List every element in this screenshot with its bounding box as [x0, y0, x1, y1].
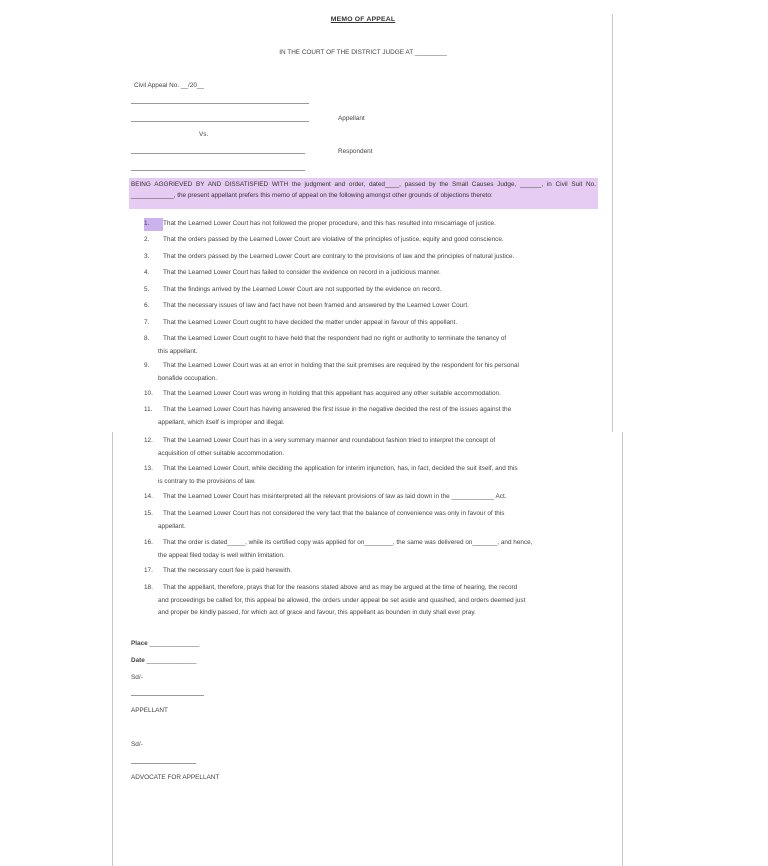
ground-text — [144, 218, 605, 231]
ground-text — [144, 234, 605, 247]
ground-number: 14. — [144, 493, 153, 500]
ground-item — [144, 582, 605, 620]
advocate-signature-label: ADVOCATE FOR APPELLANT — [131, 774, 220, 781]
ground-line: That the Learned Lower Court has in a very summary manner and roundabout fashion tried to interpret the concept of — [163, 437, 496, 444]
respondent-label: Respondent — [338, 148, 373, 155]
ground-number: 16. — [144, 539, 153, 546]
appellant-label: Appellant — [338, 115, 365, 122]
ground-item — [144, 463, 605, 488]
ground-line: That the Learned Lower Court ought to have held that the respondent had no right or authority to terminate the tenancy of — [163, 335, 507, 342]
ground-item — [144, 333, 605, 358]
advocate-signature-line — [131, 763, 196, 764]
ground-number: 1. — [144, 218, 163, 231]
ground-text — [144, 267, 605, 280]
ground-line: That the findings arrived by the Learned Lower Court are not supported by the evidence on record. — [163, 286, 442, 293]
ground-text — [144, 537, 605, 550]
ground-line: That the Learned Lower Court has not considered the very fact that the balance of convenience was only in favour of this — [163, 510, 505, 517]
ground-text — [144, 582, 605, 595]
ground-line: That the Learned Lower Court ought to have decided the matter under appeal in favour of this appellant. — [163, 319, 458, 326]
ground-line: That the Learned Lower Court has not followed the proper procedure, and this has resulted into miscarriage of justice. — [163, 220, 496, 227]
ground-line: That the order is dated_____, while its certified copy was applied for on________, the same was delivered on_______, and hence, — [163, 539, 533, 546]
ground-number: 6. — [144, 302, 150, 309]
ground-item — [144, 565, 605, 578]
ground-continuation: this appellant. — [158, 347, 198, 355]
ground-line: That the appellant, therefore, prays that for the reasons stated above and as may be argued at the time of hearing, the record — [163, 584, 518, 591]
ground-line: That the necessary issues of law and fact have not been framed and answered by the Learned Lower Court. — [163, 302, 469, 309]
ground-number: 2. — [144, 236, 150, 243]
ground-continuation: appellant. — [158, 522, 186, 530]
ground-text — [144, 300, 605, 313]
ground-continuation: is contrary to the provisions of law. — [158, 477, 256, 485]
page-right-border-lower — [622, 432, 623, 866]
court-line: IN THE COURT OF THE DISTRICT JUDGE AT _________ — [279, 49, 447, 56]
ground-line: That the orders passed by the Learned Lower Court are violative of the principles of justice, equity and good conscience. — [163, 236, 504, 243]
ground-number: 5. — [144, 286, 150, 293]
ground-item — [144, 360, 605, 385]
ground-text — [144, 388, 605, 401]
place-blank: ______________ — [149, 640, 200, 647]
ground-text — [144, 333, 605, 346]
ground-item — [144, 388, 605, 401]
appellant-signature-line — [131, 695, 204, 696]
appellant-name-line-1 — [131, 103, 309, 104]
ground-text — [144, 565, 605, 578]
ground-continuation: bonafide occupation. — [158, 374, 217, 382]
ground-item — [144, 218, 605, 231]
ground-text — [144, 360, 605, 373]
ground-number: 7. — [144, 319, 150, 326]
ground-line: That the necessary court fee is paid herewith. — [163, 567, 292, 574]
ground-line: That the Learned Lower Court was wrong in holding that this appellant has acquired any other suitable accommodation. — [163, 390, 501, 397]
page-right-border-upper — [612, 14, 613, 432]
place-label: Place — [131, 640, 148, 647]
ground-number: 12. — [144, 437, 153, 444]
intro-paragraph: BEING AGGRIEVED BY AND DISSATISFIED WITH the judgment and order, dated____, passed by the Small Causes Judge, ______, in Civil Suit No. ____________, the present appellant prefers this memo of appeal on the following amongst other grounds of objections thereto: — [131, 181, 596, 199]
ground-item — [144, 317, 605, 330]
ground-item — [144, 300, 605, 313]
ground-item — [144, 234, 605, 247]
ground-line: That the Learned Lower Court has failed to consider the evidence on record in a judicious manner. — [163, 269, 441, 276]
ground-text — [144, 491, 605, 504]
ground-line: That the orders passed by the Learned Lower Court are contrary to the provisions of law and the principles of natural justice. — [163, 253, 515, 260]
respondent-name-line-1 — [131, 153, 305, 154]
date-label: Date — [131, 657, 145, 664]
ground-continuation: acquisition of other suitable accommodation. — [158, 449, 285, 457]
civil-appeal-number: Civil Appeal No. __/20__ — [134, 82, 204, 89]
ground-item — [144, 404, 605, 429]
appellant-sd: Sd/- — [131, 674, 143, 681]
appellant-name-line-2 — [131, 121, 309, 122]
ground-number: 17. — [144, 567, 153, 574]
ground-text — [144, 317, 605, 330]
ground-number: 4. — [144, 269, 150, 276]
date-field — [131, 657, 196, 664]
advocate-sd: Sd/- — [131, 741, 143, 748]
ground-item — [144, 508, 605, 533]
ground-item — [144, 537, 605, 562]
ground-text — [144, 463, 605, 476]
ground-number: 11. — [144, 406, 153, 413]
ground-continuation: the appeal filed today is well within limitation. — [158, 551, 285, 559]
ground-number: 15. — [144, 510, 153, 517]
ground-text — [144, 508, 605, 521]
ground-text — [144, 284, 605, 297]
ground-line: That the Learned Lower Court has misinterpreted all the relevant provisions of law as laid down in the ____________ Act. — [163, 493, 507, 500]
ground-number: 9. — [144, 362, 150, 369]
ground-item — [144, 435, 605, 460]
ground-number: 18. — [144, 584, 153, 591]
appellant-signature-label: APPELLANT — [131, 707, 168, 714]
ground-line: That the Learned Lower Court, while deciding the application for interim injunction, has, in fact, decided the suit itself, and this — [163, 465, 518, 472]
ground-number: 10. — [144, 390, 153, 397]
date-blank: ______________ — [146, 657, 197, 664]
ground-item — [144, 267, 605, 280]
ground-continuation: and proper be kindly passed, for which act of grace and favour, this appellant as bounden in duty shall ever pray. — [158, 609, 476, 616]
ground-text — [144, 435, 605, 448]
ground-number: 8. — [144, 335, 150, 342]
ground-item — [144, 284, 605, 297]
ground-number: 13. — [144, 465, 153, 472]
ground-item — [144, 251, 605, 264]
versus-label: Vs. — [199, 131, 209, 138]
respondent-name-line-2 — [131, 170, 305, 171]
ground-line: That the Learned Lower Court has having answered the first issue in the negative decided the rest of the issues against the — [163, 406, 512, 413]
ground-number: 3. — [144, 253, 150, 260]
ground-continuation: and proceedings be called for, this appeal be allowed, the orders under appeal be set aside and quashed, and orders deemed just — [158, 596, 526, 604]
place-field — [131, 640, 199, 647]
ground-item — [144, 491, 605, 504]
memo-title: MEMO OF APPEAL — [330, 16, 396, 23]
ground-text — [144, 404, 605, 417]
page-left-border-lower — [112, 432, 113, 866]
ground-line: That the Learned Lower Court was at an error in holding that the suit premises are required by the respondent for his personal — [163, 362, 519, 369]
ground-text — [144, 251, 605, 264]
ground-continuation: appellant, which itself is improper and illegal. — [158, 418, 285, 426]
